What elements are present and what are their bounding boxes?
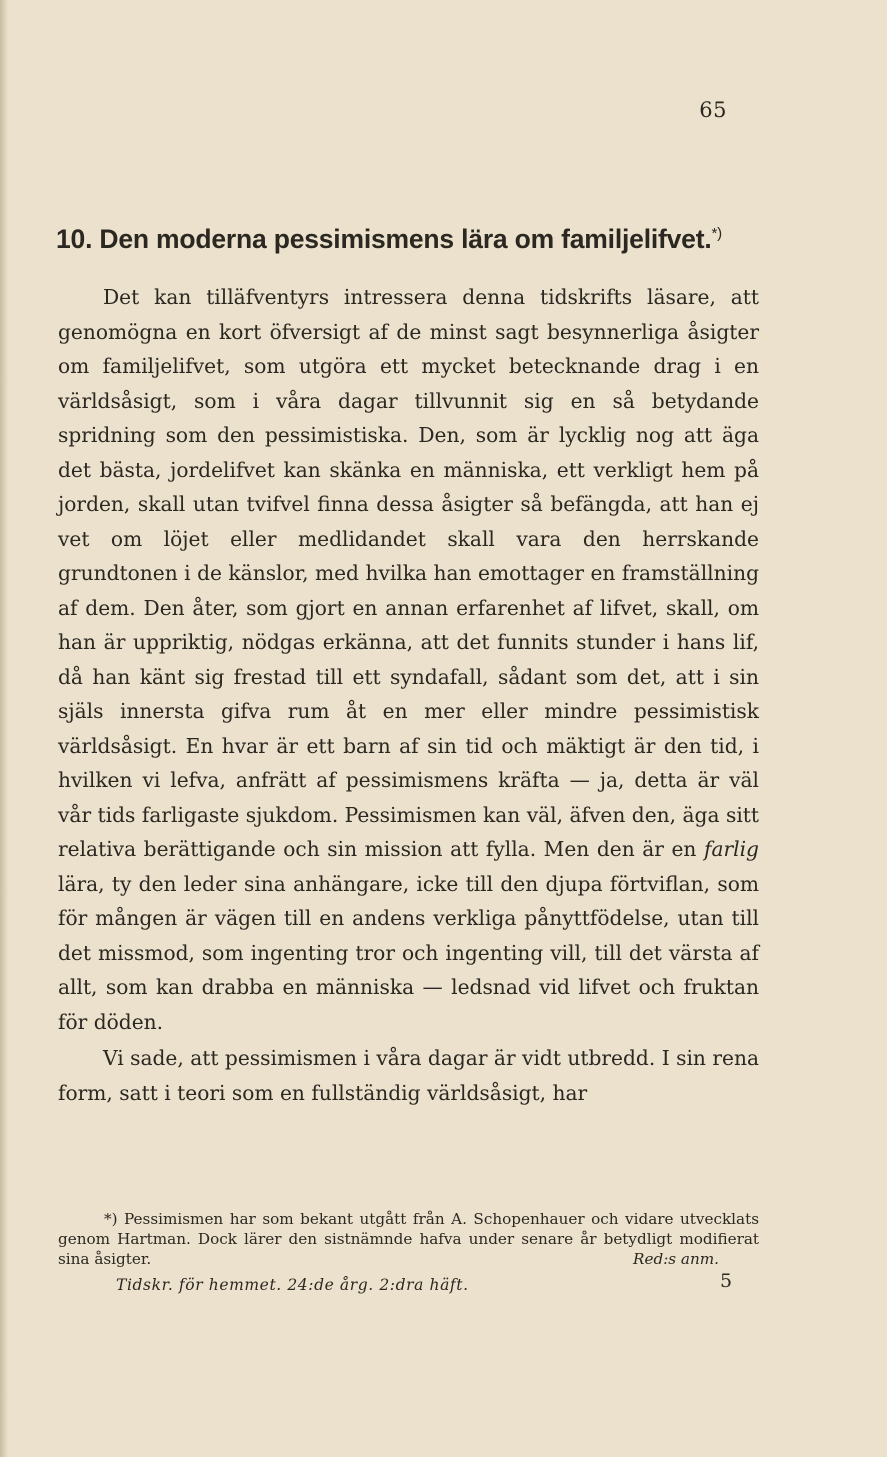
- page-number: 65: [699, 98, 727, 122]
- signature-line: Tidskr. för hemmet. 24:de årg. 2:dra häft.: [116, 1276, 469, 1294]
- article-body: [58, 280, 759, 1110]
- signature-number: 5: [720, 1270, 733, 1292]
- emphasis-word: farlig: [703, 837, 759, 861]
- paragraph: Vi sade, att pessimismen i våra dagar är vidt utbredd. I sin rena form, satt i teori som en fullständig världsåsigt, har: [58, 1046, 759, 1105]
- footnote-sign: Red:s anm.: [633, 1250, 719, 1268]
- title-footnote-marker: *): [711, 225, 722, 243]
- article-title: [56, 224, 776, 255]
- paragraph: [58, 280, 759, 1039]
- paragraph-1-text: Det kan tilläfventyrs intressera denna tidskrifts läsare, att genomögna en kort öfversigt af de minst sagt besynnerliga åsigter om familjelifvet, som utgöra ett mycket betecknande drag i en världsåsigt, som i våra dagar tillvunnit sig en så betydande spridning som den pessimistiska. Den, som är lycklig nog att äga det bästa, jordelifvet kan skänka en människa, ett verkligt hem på jorden, skall utan tvifvel finna dessa åsigter så befängda, att han ej vet om löjet eller medlidandet skall vara den herrskande grundtonen i de känslor, med hvilka han emottager en framställning af dem. Den åter, som gjort en annan erfarenhet af lifvet, skall, om han är uppriktig, nödgas erkänna, att det funnits stunder i hans lif, då han känt sig frestad till ett syndafall, sådant som det, att i sin själs innersta gifva rum åt en mer eller mindre pessimistisk världsåsigt. En hvar är ett barn af sin tid och mäktigt är den tid, i hvilken vi lefva, anfrätt af pessimismens kräfta — ja, detta är väl vår tids farligaste sjukdom. Pessimismen kan väl, äfven den, äga sitt relativa berättigande och sin mission att fylla. Men den är en: [58, 285, 759, 861]
- footnote: [58, 1209, 759, 1269]
- paragraph-1-end: lära, ty den leder sina anhängare, icke till den djupa förtviflan, som för mången är vägen till en andens verkliga pånyttfödelse, utan till det missmod, som ingenting tror och ingenting vill, till det värsta af allt, som kan drabba en människa — ledsnad vid lifvet och fruktan för döden.: [58, 871, 759, 1034]
- article-title-text: 10. Den moderna pessimismens lära om familjelifvet.: [56, 224, 712, 254]
- page-edge: [0, 0, 8, 1457]
- footnote-text: *) Pessimismen har som bekant utgått från A. Schopenhauer och vidare utvecklats genom Hartman. Dock lärer den sistnämnde hafva under senare år betydligt modifierat sina åsigter.: [58, 1210, 759, 1268]
